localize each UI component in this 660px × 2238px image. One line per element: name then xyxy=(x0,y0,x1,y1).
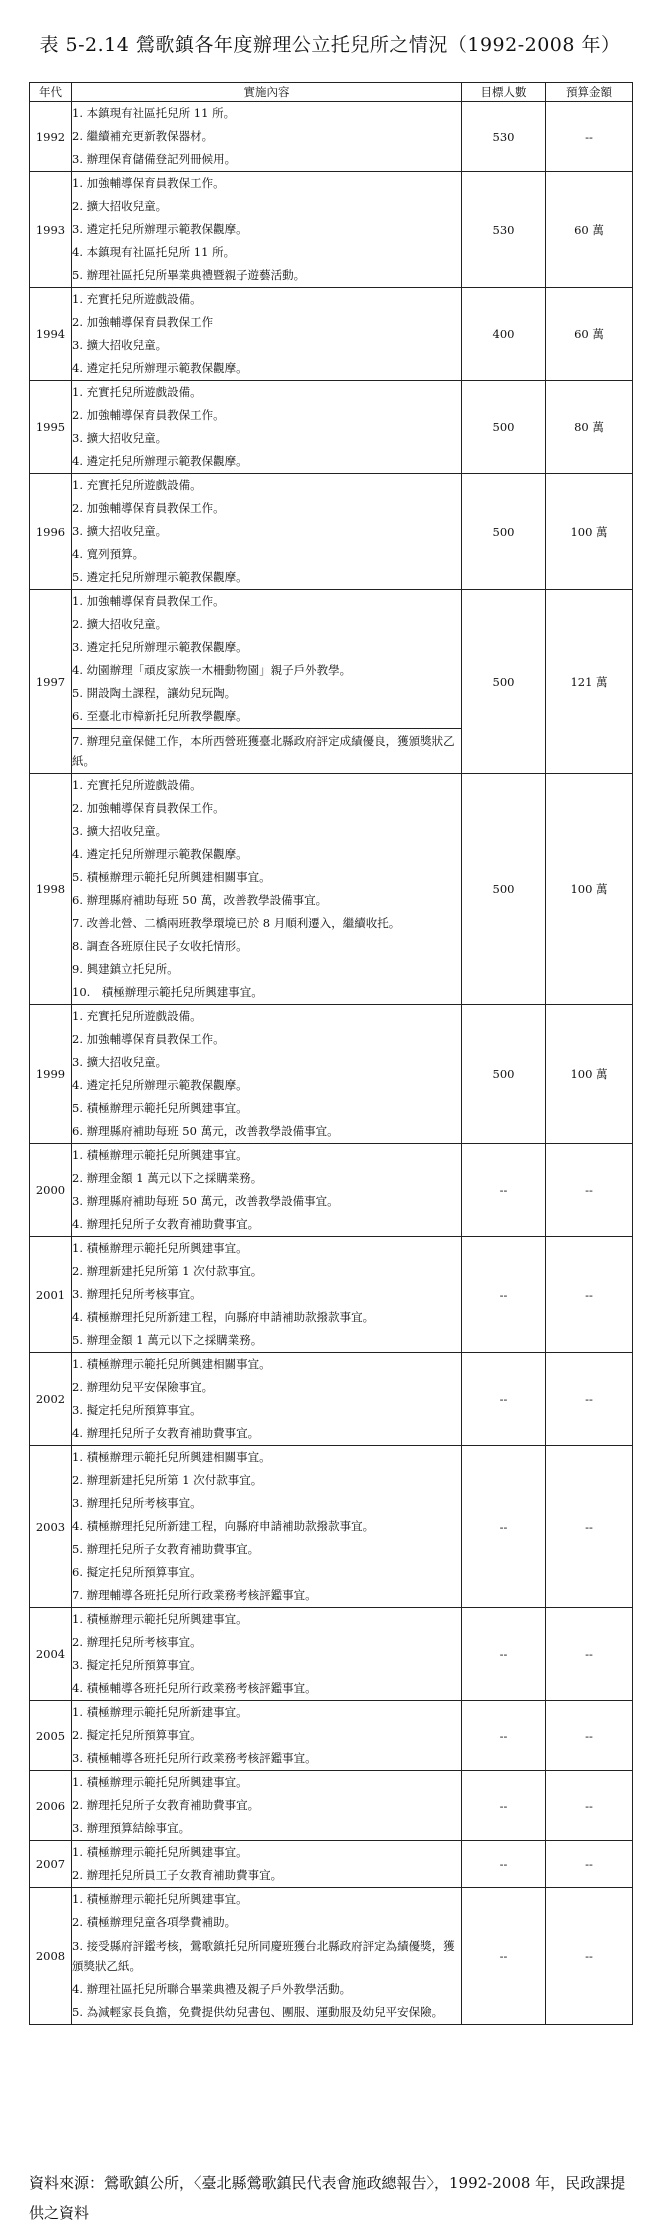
budget-cell: -- xyxy=(546,1446,633,1608)
content-item: 4. 遴定托兒所辦理示範教保觀摩。 xyxy=(72,361,248,375)
year-cell: 2008 xyxy=(30,1888,72,2025)
content-cell xyxy=(72,381,462,474)
budget-cell: -- xyxy=(546,1701,633,1771)
content-cell xyxy=(72,590,462,729)
content-item: 5. 為減輕家長負擔，免費提供幼兒書包、團服、運動服及幼兒平安保險。 xyxy=(72,2005,444,2019)
budget-cell: -- xyxy=(546,1771,633,1841)
table-row xyxy=(30,1888,633,2025)
table-row xyxy=(30,381,633,474)
table-row xyxy=(30,1446,633,1608)
target-cell: -- xyxy=(462,1888,546,2025)
content-item: 2. 辦理新建托兒所第 1 次付款事宜。 xyxy=(72,1473,263,1487)
content-item: 1. 充實托兒所遊戲設備。 xyxy=(72,1009,202,1023)
source-note: 資料來源：鶯歌鎮公所，〈臺北縣鶯歌鎮民代表會施政總報告〉，1992-2008 年，民政課提供之資料 xyxy=(29,2174,626,2222)
target-cell: 500 xyxy=(462,590,546,774)
header-content: 實施內容 xyxy=(72,83,462,102)
year-cell: 2005 xyxy=(30,1701,72,1771)
target-cell: 500 xyxy=(462,1005,546,1144)
content-item: 8. 調查各班原住民子女收托情形。 xyxy=(72,939,248,953)
content-item: 6. 至臺北市樟新托兒所教學觀摩。 xyxy=(72,709,248,723)
content-item: 6. 辦理縣府補助每班 50 萬，改善教學設備事宜。 xyxy=(72,893,328,907)
content-item: 3. 辦理保育儲備登記列冊候用。 xyxy=(72,152,237,166)
content-item: 1. 積極辦理示範托兒所興建事宜。 xyxy=(72,1241,248,1255)
content-item: 1. 積極辦理示範托兒所興建事宜。 xyxy=(72,1845,248,1859)
content-item: 7. 辦理輔導各班托兒所行政業務考核評鑑事宜。 xyxy=(72,1588,317,1602)
table-row xyxy=(30,172,633,288)
content-item: 1. 充實托兒所遊戲設備。 xyxy=(72,478,202,492)
budget-cell: 121 萬 xyxy=(546,590,633,774)
year-cell: 1999 xyxy=(30,1005,72,1144)
content-item: 5. 辦理托兒所子女教育補助費事宜。 xyxy=(72,1542,260,1556)
table-row xyxy=(30,288,633,381)
content-item: 4. 辦理社區托兒所聯合畢業典禮及親子戶外教學活動。 xyxy=(72,1982,352,1996)
content-item: 4. 積極辦理托兒所新建工程，向縣府申請補助款撥款事宜。 xyxy=(72,1310,375,1324)
content-item: 2. 加強輔導保育員教保工作。 xyxy=(72,801,225,815)
content-item: 2. 積極辦理兒童各項學費補助。 xyxy=(72,1915,237,1929)
table-row xyxy=(30,1353,633,1446)
table-row xyxy=(30,1144,633,1237)
content-item: 1. 加強輔導保育員教保工作。 xyxy=(72,176,225,190)
target-cell: 500 xyxy=(462,774,546,1005)
budget-cell: -- xyxy=(546,1841,633,1888)
budget-cell: -- xyxy=(546,1237,633,1353)
content-item: 5. 遴定托兒所辦理示範教保觀摩。 xyxy=(72,570,248,584)
year-cell: 1998 xyxy=(30,774,72,1005)
content-item: 5. 積極辦理示範托兒所興建事宜。 xyxy=(72,1101,248,1115)
content-item: 3. 擴大招收兒童。 xyxy=(72,431,168,445)
year-cell: 2003 xyxy=(30,1446,72,1608)
budget-cell: 100 萬 xyxy=(546,774,633,1005)
content-item: 1. 加強輔導保育員教保工作。 xyxy=(72,594,225,608)
target-cell: -- xyxy=(462,1771,546,1841)
content-item: 4. 寬列預算。 xyxy=(72,547,145,561)
content-item: 5. 積極辦理示範托兒所興建相關事宜。 xyxy=(72,870,271,884)
year-cell: 2002 xyxy=(30,1353,72,1446)
table-row xyxy=(30,102,633,172)
year-cell: 2007 xyxy=(30,1841,72,1888)
content-item: 3. 擴大招收兒童。 xyxy=(72,824,168,838)
content-item: 4. 積極辦理托兒所新建工程，向縣府申請補助款撥款事宜。 xyxy=(72,1519,375,1533)
content-item: 2. 加強輔導保育員教保工作。 xyxy=(72,501,225,515)
content-item: 2. 擴大招收兒童。 xyxy=(72,199,168,213)
content-cell xyxy=(72,1005,462,1144)
target-cell: 500 xyxy=(462,474,546,590)
budget-cell: 100 萬 xyxy=(546,1005,633,1144)
content-item: 3. 擴大招收兒童。 xyxy=(72,338,168,352)
content-item: 4. 遴定托兒所辦理示範教保觀摩。 xyxy=(72,847,248,861)
year-cell: 2001 xyxy=(30,1237,72,1353)
content-item: 3. 辦理托兒所考核事宜。 xyxy=(72,1287,202,1301)
content-item: 9. 興建鎮立托兒所。 xyxy=(72,962,179,976)
content-item: 4. 遴定托兒所辦理示範教保觀摩。 xyxy=(72,1078,248,1092)
content-item: 1. 積極辦理示範托兒所新建事宜。 xyxy=(72,1705,248,1719)
table-row xyxy=(30,774,633,1005)
content-item: 4. 遴定托兒所辦理示範教保觀摩。 xyxy=(72,454,248,468)
content-item: 1. 積極辦理示範托兒所興建事宜。 xyxy=(72,1775,248,1789)
year-cell: 1995 xyxy=(30,381,72,474)
content-cell xyxy=(72,1446,462,1608)
target-cell: -- xyxy=(462,1608,546,1701)
content-item: 1. 充實托兒所遊戲設備。 xyxy=(72,385,202,399)
year-cell: 2006 xyxy=(30,1771,72,1841)
table-row xyxy=(30,1005,633,1144)
content-item: 6. 擬定托兒所預算事宜。 xyxy=(72,1565,202,1579)
content-item: 3. 接受縣府評鑑考核，鶯歌鎮托兒所同慶班獲台北縣政府評定為績優獎，獲頒獎狀乙紙。 xyxy=(72,1939,455,1973)
table-title: 表 5-2.14 鶯歌鎮各年度辦理公立托兒所之情況（1992-2008 年） xyxy=(39,34,621,56)
target-cell: -- xyxy=(462,1237,546,1353)
content-item: 1. 積極辦理示範托兒所興建相關事宜。 xyxy=(72,1450,271,1464)
target-cell: -- xyxy=(462,1841,546,1888)
year-cell: 1997 xyxy=(30,590,72,774)
data-table xyxy=(29,82,633,2025)
content-item: 2. 辦理新建托兒所第 1 次付款事宜。 xyxy=(72,1264,263,1278)
content-item: 4. 幼園辦理「頑皮家族一木柵動物園」親子戶外教學。 xyxy=(72,663,352,677)
content-cell xyxy=(72,474,462,590)
content-item: 1. 充實托兒所遊戲設備。 xyxy=(72,778,202,792)
content-item: 3. 擴大招收兒童。 xyxy=(72,1055,168,1069)
content-cell xyxy=(72,1701,462,1771)
header-target: 目標人數 xyxy=(462,83,546,102)
content-cell xyxy=(72,102,462,172)
budget-cell: 80 萬 xyxy=(546,381,633,474)
content-item: 1. 積極辦理示範托兒所興建事宜。 xyxy=(72,1148,248,1162)
budget-cell: 100 萬 xyxy=(546,474,633,590)
content-cell xyxy=(72,1841,462,1888)
content-item: 2. 辦理托兒所員工子女教育補助費事宜。 xyxy=(72,1868,283,1882)
content-item: 5. 辦理金額 1 萬元以下之採購業務。 xyxy=(72,1333,263,1347)
content-item: 1. 充實托兒所遊戲設備。 xyxy=(72,292,202,306)
content-cell xyxy=(72,288,462,381)
table-row xyxy=(30,1701,633,1771)
content-cell xyxy=(72,729,462,774)
table-body xyxy=(30,102,633,2025)
content-item: 3. 擬定托兒所預算事宜。 xyxy=(72,1658,202,1672)
target-cell: 530 xyxy=(462,102,546,172)
content-item: 2. 繼續補充更新教保器材。 xyxy=(72,129,214,143)
target-cell: 530 xyxy=(462,172,546,288)
year-cell: 1992 xyxy=(30,102,72,172)
content-item: 3. 辦理縣府補助每班 50 萬元，改善教學設備事宜。 xyxy=(72,1194,339,1208)
budget-cell: -- xyxy=(546,102,633,172)
target-cell: -- xyxy=(462,1353,546,1446)
content-item: 4. 辦理托兒所子女教育補助費事宜。 xyxy=(72,1426,260,1440)
content-item: 2. 辦理托兒所子女教育補助費事宜。 xyxy=(72,1798,260,1812)
content-item: 1. 本鎮現有社區托兒所 11 所。 xyxy=(72,106,236,120)
target-cell: 500 xyxy=(462,381,546,474)
table-row xyxy=(30,474,633,590)
content-item: 10. 積極辦理示範托兒所興建事宜。 xyxy=(72,985,263,999)
content-item: 3. 擬定托兒所預算事宜。 xyxy=(72,1403,202,1417)
table-row xyxy=(30,590,633,729)
content-item: 2. 辦理幼兒平安保險事宜。 xyxy=(72,1380,214,1394)
content-item: 4. 辦理托兒所子女教育補助費事宜。 xyxy=(72,1217,260,1231)
budget-cell: -- xyxy=(546,1888,633,2025)
header-year: 年代 xyxy=(30,83,72,102)
content-item: 2. 加強輔導保育員教保工作。 xyxy=(72,408,225,422)
content-item: 3. 辦理托兒所考核事宜。 xyxy=(72,1496,202,1510)
content-item: 4. 積極輔導各班托兒所行政業務考核評鑑事宜。 xyxy=(72,1681,317,1695)
header-row xyxy=(30,83,633,102)
content-cell xyxy=(72,1608,462,1701)
content-item: 1. 積極辦理示範托兒所興建相關事宜。 xyxy=(72,1357,271,1371)
budget-cell: -- xyxy=(546,1144,633,1237)
content-item: 2. 加強輔導保育員教保工作。 xyxy=(72,1032,225,1046)
content-item: 2. 加強輔導保育員教保工作 xyxy=(72,315,214,329)
content-cell xyxy=(72,1353,462,1446)
content-item: 3. 辦理預算結餘事宜。 xyxy=(72,1821,191,1835)
content-item: 3. 積極輔導各班托兒所行政業務考核評鑑事宜。 xyxy=(72,1751,317,1765)
content-item: 3. 遴定托兒所辦理示範教保觀摩。 xyxy=(72,222,248,236)
content-item: 3. 遴定托兒所辦理示範教保觀摩。 xyxy=(72,640,248,654)
budget-cell: 60 萬 xyxy=(546,288,633,381)
header-budget: 預算金額 xyxy=(546,83,633,102)
target-cell: -- xyxy=(462,1446,546,1608)
content-item: 4. 本鎮現有社區托兒所 11 所。 xyxy=(72,245,236,259)
content-item: 2. 擬定托兒所預算事宜。 xyxy=(72,1728,202,1742)
table-row xyxy=(30,1771,633,1841)
budget-cell: -- xyxy=(546,1353,633,1446)
content-cell xyxy=(72,1888,462,2025)
content-item: 2. 辦理金額 1 萬元以下之採購業務。 xyxy=(72,1171,263,1185)
table-row xyxy=(30,1608,633,1701)
content-cell xyxy=(72,1237,462,1353)
content-item: 1. 積極辦理示範托兒所興建事宜。 xyxy=(72,1612,248,1626)
budget-cell: 60 萬 xyxy=(546,172,633,288)
year-cell: 1996 xyxy=(30,474,72,590)
content-item: 6. 辦理縣府補助每班 50 萬元，改善教學設備事宜。 xyxy=(72,1124,339,1138)
content-item: 5. 辦理社區托兒所畢業典禮暨親子遊藝活動。 xyxy=(72,268,306,282)
target-cell: -- xyxy=(462,1701,546,1771)
year-cell: 1994 xyxy=(30,288,72,381)
table-row xyxy=(30,1841,633,1888)
content-cell xyxy=(72,1771,462,1841)
content-cell xyxy=(72,1144,462,1237)
content-item: 7. 辦理兒童保健工作，本所西營班獲臺北縣政府評定成績優良，獲頒獎狀乙紙。 xyxy=(72,734,455,768)
target-cell: -- xyxy=(462,1144,546,1237)
content-cell xyxy=(72,172,462,288)
content-item: 2. 辦理托兒所考核事宜。 xyxy=(72,1635,202,1649)
budget-cell: -- xyxy=(546,1608,633,1701)
year-cell: 2004 xyxy=(30,1608,72,1701)
year-cell: 1993 xyxy=(30,172,72,288)
content-item: 3. 擴大招收兒童。 xyxy=(72,524,168,538)
content-item: 5. 開設陶土課程，讓幼兒玩陶。 xyxy=(72,686,237,700)
table-row xyxy=(30,1237,633,1353)
target-cell: 400 xyxy=(462,288,546,381)
content-item: 7. 改善北營、二橋兩班教學環境已於 8 月順利遷入，繼續收托。 xyxy=(72,916,401,930)
content-item: 1. 積極辦理示範托兒所興建事宜。 xyxy=(72,1892,248,1906)
content-item: 2. 擴大招收兒童。 xyxy=(72,617,168,631)
year-cell: 2000 xyxy=(30,1144,72,1237)
content-cell xyxy=(72,774,462,1005)
